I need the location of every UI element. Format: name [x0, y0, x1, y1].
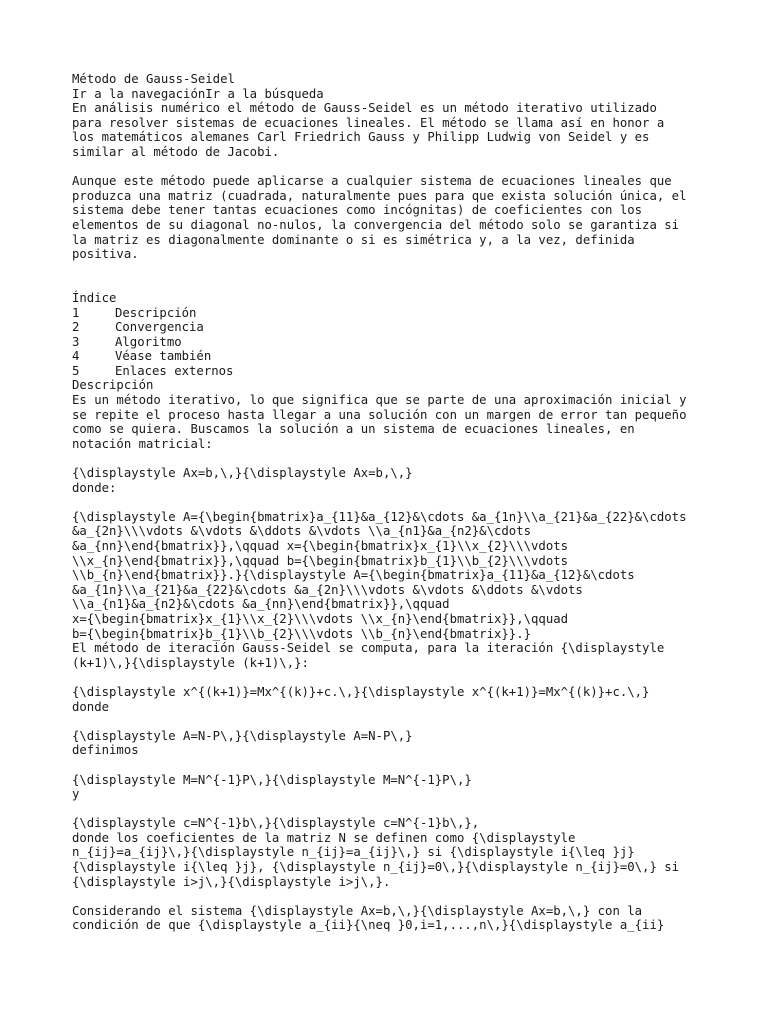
body-line: y — [72, 787, 80, 802]
body-line: n_{ij}=a_{ij}\,}{\displaystyle n_{ij}=a_{ij}\,} si {\displaystyle i{\leq }j} — [72, 845, 635, 860]
toc-number: 2 — [72, 320, 80, 335]
body-line: notación matricial: — [72, 436, 213, 451]
intro-line: elementos de su diagonal no-nulos, la convergencia del método solo se garantiza si — [72, 217, 680, 232]
body-line — [72, 758, 712, 773]
toc-item[interactable] — [72, 306, 712, 321]
body-line: x={\begin{bmatrix}x_{1}\\x_{2}\\\vdots \\x_{n}\end{bmatrix}},\qquad — [72, 611, 569, 626]
body-line — [72, 889, 712, 904]
body-line: {\displaystyle M=N^{-1}P\,}{\displaystyle M=N^{-1}P\,} — [72, 772, 472, 787]
body-line: Descripción — [72, 378, 154, 393]
intro-line — [72, 276, 712, 291]
body-line: \\a_{n1}&a_{n2}&\cdots &a_{nn}\end{bmatrix}},\qquad — [72, 597, 450, 612]
intro-line — [72, 160, 712, 175]
body-line — [72, 495, 712, 510]
body-line: &a_{nn}\end{bmatrix}},\qquad x={\begin{bmatrix}x_{1}\\x_{2}\\\vdots — [72, 539, 569, 553]
intro-line: similar al método de Jacobi. — [72, 144, 280, 159]
toc-label: Véase también — [115, 349, 212, 364]
body-line: donde los coeficientes de la matriz N se definen como {\displaystyle — [72, 830, 576, 845]
toc-number: 3 — [72, 334, 80, 349]
body-line: {\displaystyle Ax=b,\,}{\displaystyle Ax=b,\,} — [72, 466, 413, 481]
body-line: definimos — [72, 743, 139, 758]
body-line: Considerando el sistema {\displaystyle Ax=b,\,}{\displaystyle Ax=b,\,} con la — [72, 903, 643, 918]
body-line: donde: — [72, 480, 117, 495]
toc-item[interactable] — [72, 335, 712, 350]
intro-line: En análisis numérico el método de Gauss-Seidel es un método iterativo utilizado — [72, 101, 657, 116]
body-line: &a_{1n}\\a_{21}&a_{22}&\cdots &a_{2n}\\\vdots &\vdots &\ddots &\vdots — [72, 582, 583, 597]
body-line: b={\begin{bmatrix}b_{1}\\b_{2}\\\vdots \\b_{n}\end{bmatrix}}.} — [72, 626, 532, 641]
toc-label: Enlaces externos — [115, 363, 234, 378]
toc-number: 1 — [72, 305, 80, 320]
toc-item[interactable] — [72, 320, 712, 335]
body-line: {\displaystyle c=N^{-1}b\,}{\displaystyle c=N^{-1}b\,}, — [72, 816, 480, 831]
intro-line: positiva. — [72, 247, 139, 262]
intro-line — [72, 262, 712, 277]
toc-label: Descripción — [115, 305, 197, 320]
toc-label: Algoritmo — [115, 334, 182, 349]
intro-line: Aunque este método puede aplicarse a cualquier sistema de ecuaciones lineales que — [72, 174, 672, 189]
intro-line: produzca una matriz (cuadrada, naturalmente pues para que exista solución única, el — [72, 188, 687, 203]
table-of-contents — [72, 306, 712, 379]
intro-line: Método de Gauss-Seidel — [72, 72, 235, 86]
body-line: \\b_{n}\end{bmatrix}}.}{\displaystyle A={\begin{bmatrix}a_{11}&a_{12}&\cdots — [72, 568, 635, 583]
body-line: donde — [72, 699, 110, 714]
intro-section — [72, 72, 712, 306]
intro-line: para resolver sistemas de ecuaciones lineales. El método se llama así en honor a — [72, 115, 665, 130]
body-line — [72, 451, 712, 466]
intro-line: sistema debe tener tantas ecuaciones como incógnitas) de coeficientes con los — [72, 203, 643, 218]
body-line: {\displaystyle i{\leq }j}, {\displaystyle n_{ij}=0\,}{\displaystyle n_{ij}=0\,} si — [72, 860, 680, 875]
intro-line: Índice — [72, 290, 117, 305]
body-line: {\displaystyle x^{(k+1)}=Mx^{(k)}+c.\,}{\displaystyle x^{(k+1)}=Mx^{(k)}+c.\,} — [72, 684, 650, 699]
body-line — [72, 714, 712, 729]
body-line: {\displaystyle i>j\,}{\displaystyle i>j\,}. — [72, 874, 391, 889]
toc-number: 4 — [72, 349, 80, 364]
body-line: \\x_{n}\end{bmatrix}},\qquad b={\begin{bmatrix}b_{1}\\b_{2}\\\vdots — [72, 553, 569, 568]
document-body — [72, 72, 712, 933]
intro-line: Ir a la navegaciónIr a la búsqueda — [72, 86, 324, 101]
intro-line: los matemáticos alemanes Carl Friedrich Gauss y Philipp Ludwig von Seidel y es — [72, 130, 650, 145]
body-line: &a_{2n}\\\vdots &\vdots &\ddots &\vdots \\a_{n1}&a_{n2}&\cdots — [72, 524, 532, 539]
body-line: se repite el proceso hasta llegar a una solución con un margen de error tan pequeño — [72, 407, 687, 422]
body-line: condición de que {\displaystyle a_{ii}{\neq }0,i=1,...,n\,}{\displaystyle a_{ii} — [72, 918, 665, 933]
body-line: {\displaystyle A=N-P\,}{\displaystyle A=N-P\,} — [72, 728, 413, 743]
toc-label: Convergencia — [115, 320, 204, 335]
toc-item[interactable] — [72, 364, 712, 379]
body-line — [72, 670, 712, 685]
description-section — [72, 378, 712, 933]
body-line: {\displaystyle A={\begin{bmatrix}a_{11}&a_{12}&\cdots &a_{1n}\\a_{21}&a_{22}&\cdots — [72, 509, 687, 524]
intro-line: la matriz es diagonalmente dominante o si es simétrica y, a la vez, definida — [72, 232, 635, 247]
body-line: Es un método iterativo, lo que significa que se parte de una aproximación inicial y — [72, 393, 687, 408]
toc-item[interactable] — [72, 349, 712, 364]
body-line — [72, 802, 712, 817]
body-line: El método de iteración Gauss-Seidel se computa, para la iteración {\displaystyle — [72, 641, 665, 656]
body-line: (k+1)\,}{\displaystyle (k+1)\,}: — [72, 655, 309, 670]
body-line: como se quiera. Buscamos la solución a un sistema de ecuaciones lineales, en — [72, 422, 635, 437]
toc-number: 5 — [72, 363, 80, 378]
